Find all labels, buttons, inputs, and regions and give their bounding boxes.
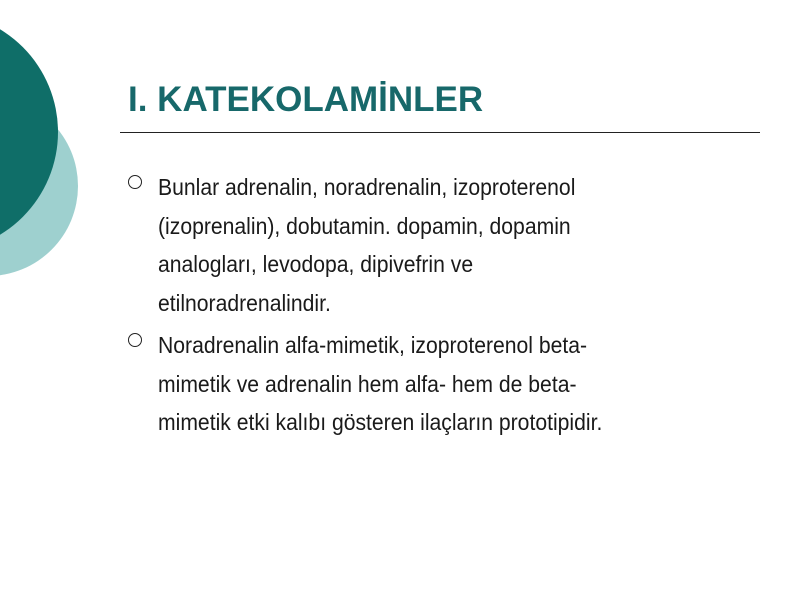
bullet-line: (izoprenalin), dobutamin. dopamin, dopamin [158, 212, 571, 239]
bullet-line: Bunlar adrenalin, noradrenalin, izoproterenol [158, 174, 576, 200]
bullet-line: Noradrenalin alfa-mimetik, izoproterenol beta- [158, 332, 588, 358]
bullet-line: etilnoradrenalindir. [158, 289, 331, 316]
hollow-circle-bullet-icon [128, 333, 142, 347]
bullet-item [128, 168, 728, 322]
bullet-item [128, 326, 728, 442]
slide-title: I. KATEKOLAMİNLER [128, 80, 484, 119]
bullet-line: mimetik ve adrenalin hem alfa- hem de beta- [158, 370, 577, 397]
bullet-list [128, 168, 728, 446]
bullet-text [158, 168, 716, 322]
bullet-text [158, 326, 716, 442]
bullet-line: mimetik etki kalıbı gösteren ilaçların prototipidir. [158, 409, 603, 435]
bullet-line: analogları, levodopa, dipivefrin ve [158, 251, 474, 277]
decorative-circles [0, 0, 120, 330]
hollow-circle-bullet-icon [128, 175, 142, 189]
title-divider [120, 132, 760, 133]
